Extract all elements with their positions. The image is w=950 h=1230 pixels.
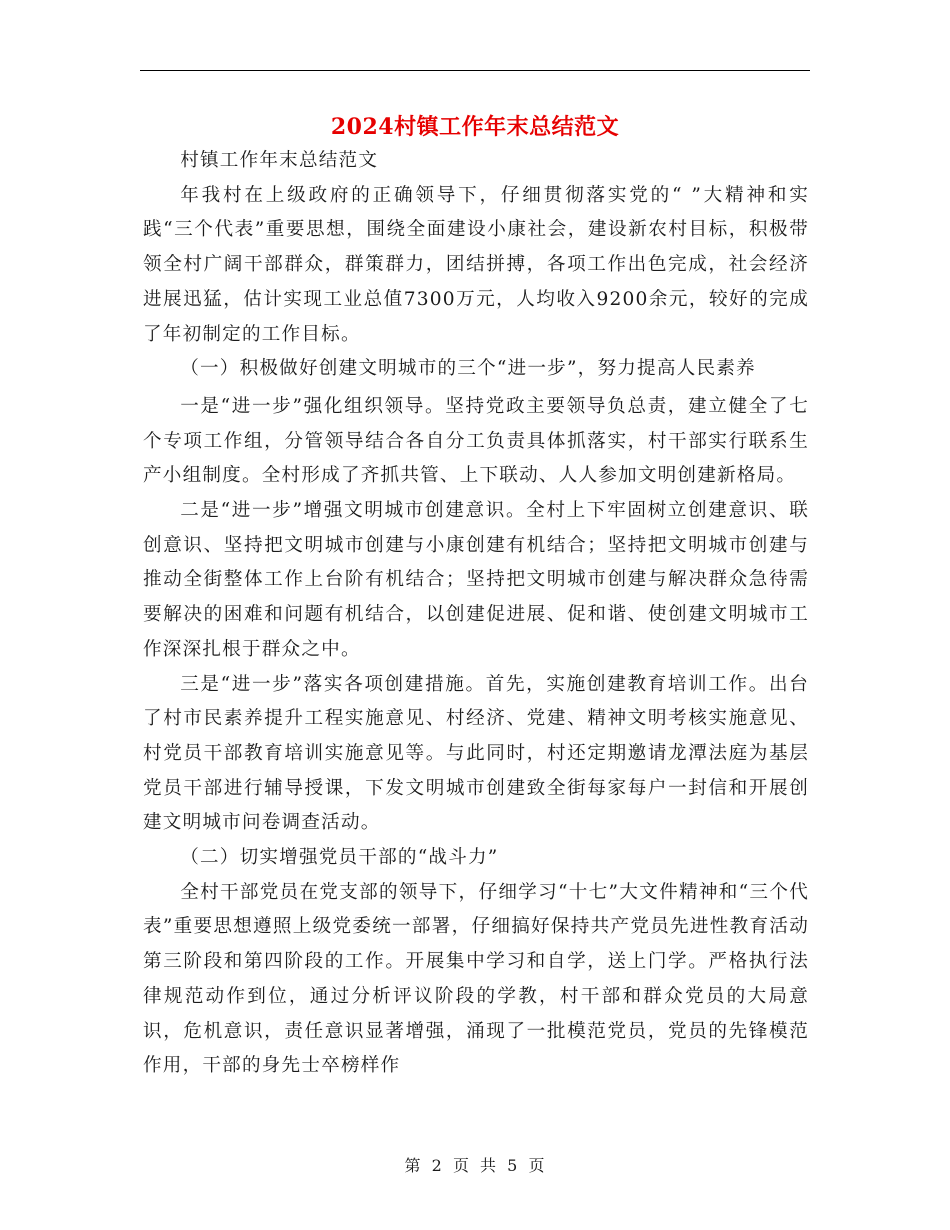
paragraph-section-2: 全村干部党员在党支部的领导下，仔细学习“十七”大文件精神和“三个代表”重要思想遵照上级党委统一部署，仔细搞好保持共产党员先进性教育活动第三阶段和第四阶段的工作。开展集中学习和自学，送上门学。严格执行法律规范动作到位，通过分析评议阶段的学教，村干部和群众党员的大局意识，危机意识，责任意识显著增强，涌现了一批模范党员，党员的先锋模范作用，干部的身先士卒榜样作 — [143, 881, 809, 1077]
header-rule — [140, 70, 810, 71]
footer-label-unit2: 页 — [528, 1156, 546, 1175]
page-footer — [0, 1153, 950, 1176]
paragraph-intro: 年我村在上级政府的正确领导下，仔细贯彻落实党的“ ”大精神和实践“三个代表”重要思想，围绕全面建设小康社会，建设新农村目标，积极带领全村广阔干部群众，群策群力，团结拼搏，各项工作出色完成，社会经济进展迅猛，估计实现工业总值7300万元，人均收入9200余元，较好的完成了年初制定的工作目标。 — [143, 184, 809, 345]
footer-label-unit: 页 — [452, 1156, 470, 1175]
paragraph-subtitle: 村镇工作年末总结范文 — [180, 150, 379, 171]
paragraph-point-2: 二是“进一步”增强文明城市创建意识。全村上下牢固树立创建意识、联创意识、坚持把文明城市创建与小康创建有机结合；坚持把文明城市创建与推动全街整体工作上台阶有机结合；坚持把文明城市创建与解决群众急待需要解决的困难和问题有机结合，以创建促进展、促和谐、使创建文明城市工作深深扎根于群众之中。 — [143, 500, 809, 660]
paragraph-point-3: 三是“进一步”落实各项创建措施。首先，实施创建教育培训工作。出台了村市民素养提升工程实施意见、村经济、党建、精神文明考核实施意见、村党员干部教育培训实施意见等。与此同时，村还定期邀请龙潭法庭为基层党员干部进行辅导授课，下发文明城市创建致全街每家每户一封信和开展创建文明城市问卷调查活动。 — [143, 673, 809, 834]
section-heading-2: （二）切实增强党员干部的“战斗力” — [180, 847, 499, 869]
section-heading-1: （一）积极做好创建文明城市的三个“进一步”，努力提高人民素养 — [180, 358, 756, 380]
document-title: 2024村镇工作年末总结范文 — [330, 114, 620, 140]
footer-label-page: 第 — [404, 1156, 422, 1175]
paragraph-point-1: 一是“进一步”强化组织领导。坚持党政主要领导负总责，建立健全了七个专项工作组，分管领导结合各自分工负责具体抓落实，村干部实行联系生产小组制度。全村形成了齐抓共管、上下联动、人人参加文明创建新格局。 — [143, 395, 809, 487]
footer-label-total: 共 — [480, 1156, 498, 1175]
document-body — [143, 144, 809, 1084]
footer-current-page: 2 — [431, 1156, 443, 1175]
footer-total-pages: 5 — [507, 1156, 519, 1175]
